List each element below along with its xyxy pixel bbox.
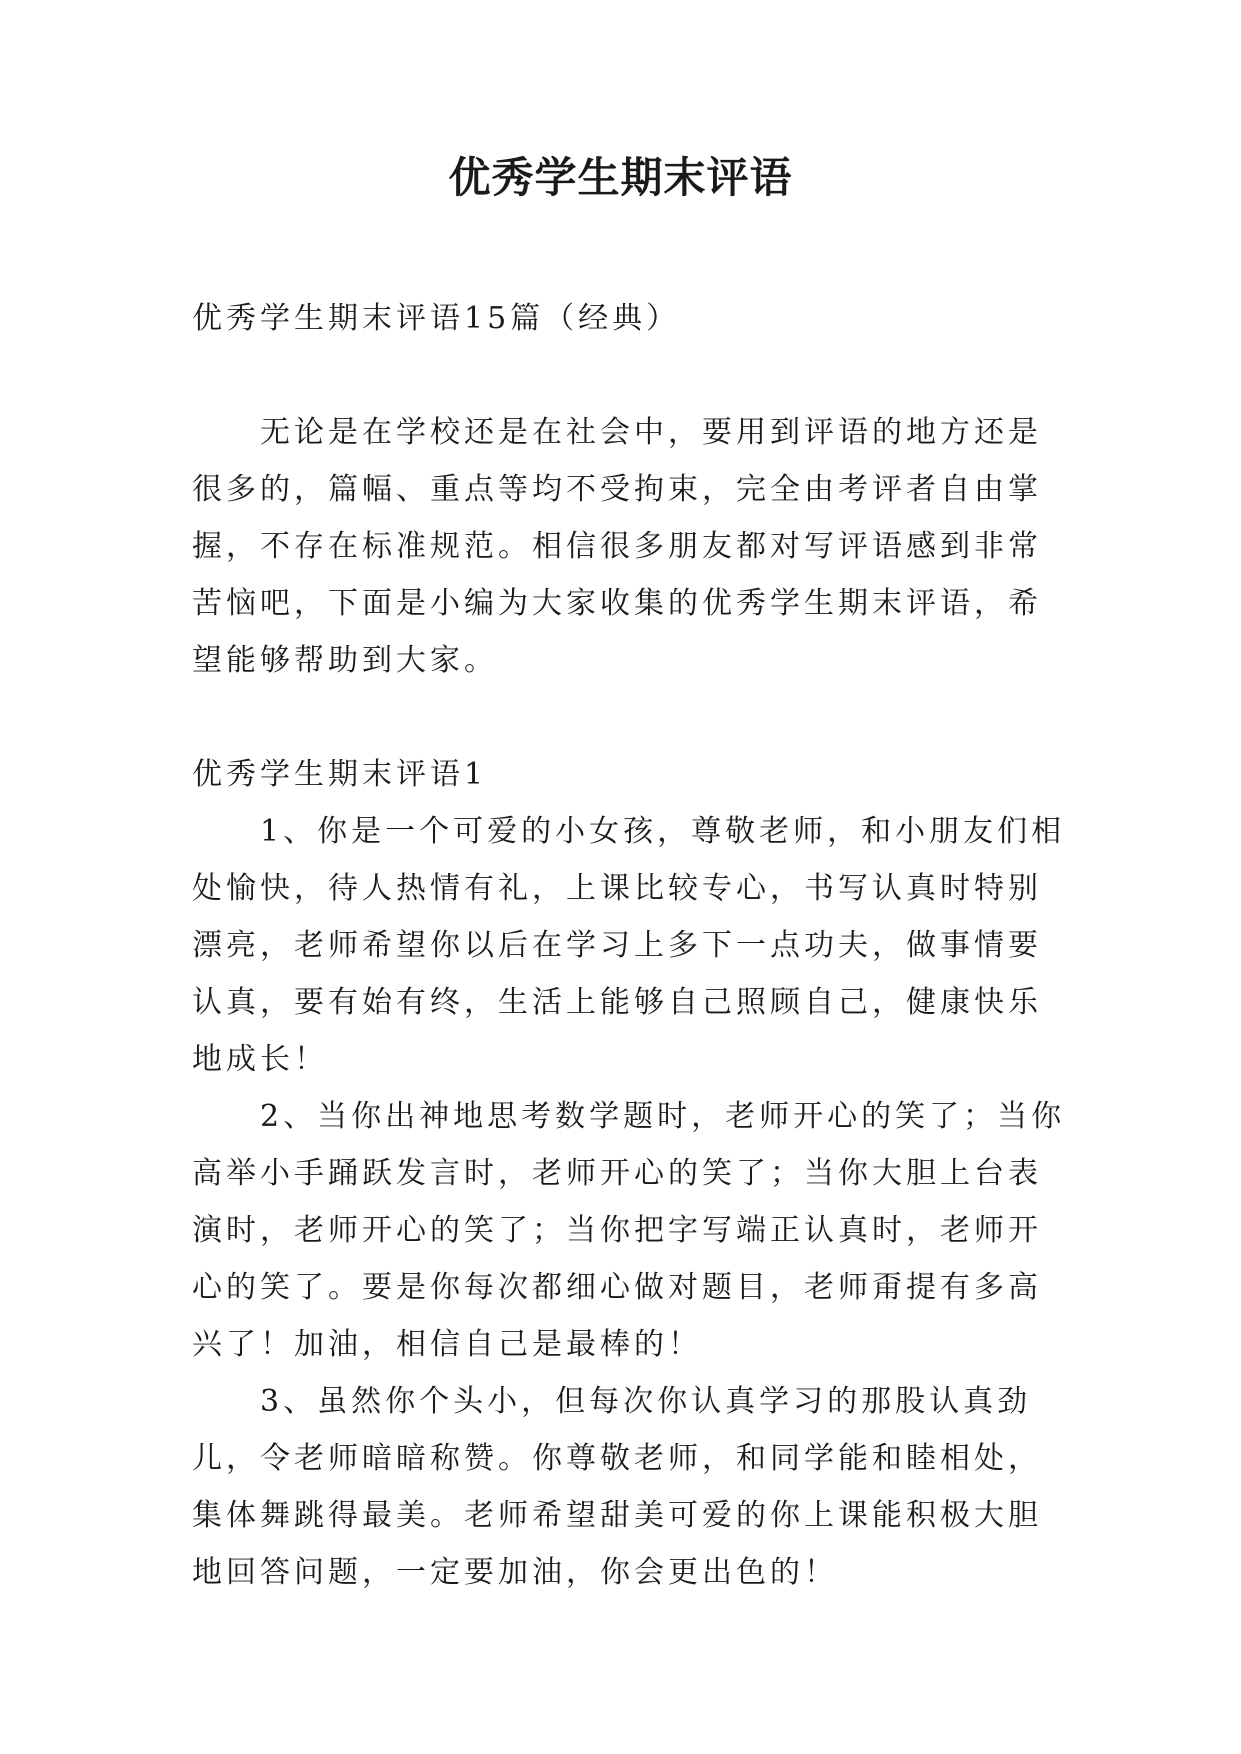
document-title: 优秀学生期末评语 xyxy=(448,153,793,202)
intro-paragraph: 无论是在学校还是在社会中，要用到评语的地方还是很多的，篇幅、重点等均不受拘束，完全由考评者自由掌握，不存在标准规范。相信很多朋友都对写评语感到非常苦恼吧，下面是小编为大家收集的优秀学生期末评语，希望能够帮助到大家。 xyxy=(192,415,1042,678)
document-subtitle: 优秀学生期末评语15篇（经典） xyxy=(192,301,681,336)
comment-item-2: 2、当你出神地思考数学题时，老师开心的笑了；当你高举小手踊跃发言时，老师开心的笑了；当你大胆上台表演时，老师开心的笑了；当你把字写端正认真时，老师开心的笑了。要是你每次都细心做对题目，老师甭提有多高兴了！加油，相信自己是最棒的！ xyxy=(192,1099,1066,1362)
spacer xyxy=(192,689,1072,746)
document-body xyxy=(192,290,1072,1601)
section-heading: 优秀学生期末评语1 xyxy=(192,757,488,792)
spacer xyxy=(192,347,1072,404)
comment-item-3: 3、虽然你个头小，但每次你认真学习的那股认真劲儿，令老师暗暗称赞。你尊敬老师，和同学能和睦相处，集体舞跳得最美。老师希望甜美可爱的你上课能积极大胆地回答问题，一定要加油，你会更出色的！ xyxy=(192,1384,1042,1590)
comment-item-1: 1、你是一个可爱的小女孩，尊敬老师，和小朋友们相处愉快，待人热情有礼，上课比较专心，书写认真时特别漂亮，老师希望你以后在学习上多下一点功夫，做事情要认真，要有始有终，生活上能够自己照顾自己，健康快乐地成长！ xyxy=(192,814,1066,1077)
